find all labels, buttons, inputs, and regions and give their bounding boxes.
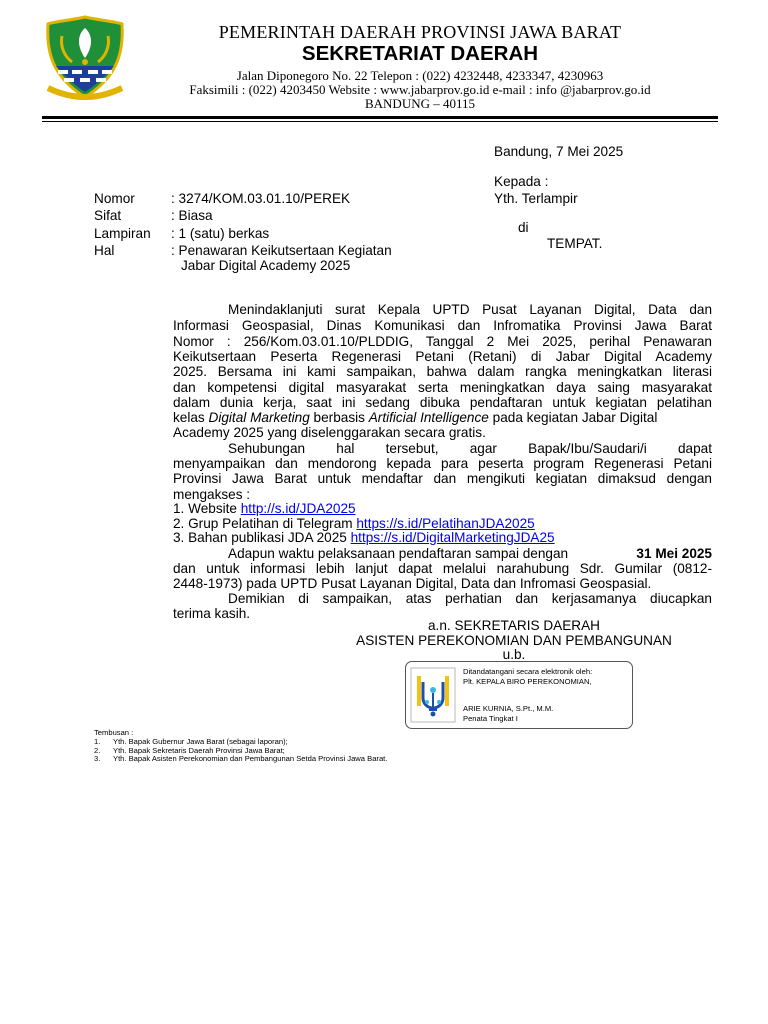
recipient-tempat: TEMPAT. xyxy=(547,236,603,251)
tembusan-no: 3. xyxy=(94,754,101,763)
recipient-di: di xyxy=(518,220,529,235)
website-link[interactable]: http://s.id/JDA2025 xyxy=(240,501,356,516)
header-rule-thick xyxy=(42,116,718,119)
tembusan-item: Yth. Bapak Asisten Perekonomian dan Pembangunan Setda Provinsi Jawa Barat. xyxy=(113,754,388,763)
body-text-italic: Artificial Intelligence xyxy=(368,410,489,425)
place-date: Bandung, 7 Mei 2025 xyxy=(494,144,624,159)
list-item xyxy=(173,501,356,517)
body-line: Menindaklanjuti surat Kepala UPTD Pusat Layanan Digital, Data dan xyxy=(228,302,712,317)
meta-value-nomor: : 3274/KOM.03.01.10/PEREK xyxy=(171,191,351,206)
header-government: PEMERINTAH DAERAH PROVINSI JAWA BARAT xyxy=(218,22,622,42)
body-line: Sehubungan hal tersebut, agar Bapak/Ibu/Saudari/i dapat xyxy=(228,441,712,456)
header-rule-thin xyxy=(42,121,718,122)
body-line: Academy 2025 yang diselenggarakan secara gratis. xyxy=(173,425,486,440)
tembusan-no: 1. xyxy=(94,737,101,746)
body-text: berbasis xyxy=(313,410,365,425)
tembusan-title: Tembusan : xyxy=(94,728,134,737)
body-line: mengakses : xyxy=(173,487,251,502)
header-address: Jalan Diponegoro No. 22 Telepon : (022) 4232448, 4233347, 4230963 xyxy=(236,68,604,83)
esign-caption: Ditandatangani secara elektronik oleh: xyxy=(463,667,593,676)
body-line: dan untuk informasi lebih lanjut dapat melalui narahubung Sdr. Gumilar (0812- xyxy=(173,561,712,576)
header-secretariat: SEKRETARIAT DAERAH xyxy=(301,42,539,65)
body-text: Adapun waktu pelaksanaan pendaftaran sampai dengan xyxy=(228,546,569,561)
meta-label-hal: Hal xyxy=(94,243,115,258)
telegram-group-link[interactable]: https://s.id/PelatihanJDA2025 xyxy=(356,516,535,531)
list-item xyxy=(173,530,555,546)
meta-value-lampiran: : 1 (satu) berkas xyxy=(171,226,270,241)
meta-label-sifat: Sifat xyxy=(94,208,122,223)
header-city: BANDUNG – 40115 xyxy=(364,96,476,111)
signature-an: a.n. SEKRETARIS DAERAH xyxy=(428,618,600,633)
tembusan-item: Yth. Bapak Gubernur Jawa Barat (sebagai laporan); xyxy=(113,737,288,746)
signature-asisten: ASISTEN PEREKONOMIAN DAN PEMBANGUNAN xyxy=(356,633,672,648)
signature-ub: u.b. xyxy=(502,647,526,662)
electronic-signature-box xyxy=(405,661,633,729)
west-java-emblem-logo xyxy=(42,14,128,100)
list-item-text: 3. Bahan publikasi JDA 2025 xyxy=(173,530,351,545)
meta-value-hal-cont: Jabar Digital Academy 2025 xyxy=(181,258,351,273)
body-line-deadline xyxy=(228,546,712,562)
meta-value-hal: : Penawaran Keikutsertaan Kegiatan xyxy=(171,243,392,258)
esign-position: Plt. KEPALA BIRO PEREKONOMIAN, xyxy=(463,677,592,686)
body-line: Demikian di sampaikan, atas perhatian dan kerjasamanya diucapkan xyxy=(228,591,712,606)
electronic-signature-logo xyxy=(409,666,457,724)
body-line: Informasi Geospasial, Dinas Komunikasi dan Infromatika Provinsi Jawa Barat xyxy=(173,318,712,333)
body-line: dalam dunia kerja, saat ini sedang dibuka pendaftaran untuk kegiatan pelatihan xyxy=(173,395,712,410)
deadline-date: 31 Mei 2025 xyxy=(636,546,712,561)
tembusan-no: 2. xyxy=(94,746,101,755)
publication-link[interactable]: https://s.id/DigitalMarketingJDA25 xyxy=(350,530,555,545)
meta-value-sifat: : Biasa xyxy=(171,208,213,223)
body-line-kelas xyxy=(173,410,657,426)
meta-label-lampiran: Lampiran xyxy=(94,226,151,241)
body-line: Nomor : 256/Kom.03.01.10/PLDDIG, Tanggal 2 Mei 2025, perihal Penawaran xyxy=(173,334,712,349)
list-item-text: 2. Grup Pelatihan di Telegram xyxy=(173,516,357,531)
body-line: terima kasih. xyxy=(173,606,251,621)
tembusan-item: Yth. Bapak Sekretaris Daerah Provinsi Jawa Barat; xyxy=(113,746,285,755)
list-item-text: 1. Website xyxy=(173,501,241,516)
body-line: 2448-1973) pada UPTD Pusat Layanan Digital, Data dan Infromasi Geospasial. xyxy=(173,576,652,591)
body-line: menyampaikan dan mendorong kepada para peserta program Regenerasi Petani xyxy=(173,456,712,471)
recipient-kepada: Kepada : xyxy=(494,174,549,189)
body-line: Provinsi Jawa Barat untuk mendaftar dan mengikuti kegiatan dimaksud dengan xyxy=(173,471,712,486)
header-contact: Faksimili : (022) 4203450 Website : www.jabarprov.go.id e-mail : info @jabarprov.go.id xyxy=(189,82,651,97)
body-text: pada kegiatan Jabar Digital xyxy=(492,410,658,425)
body-line: dan kompetensi digital masyarakat serta meningkatkan daya saing masyarakat xyxy=(173,380,712,395)
esign-name: ARIE KURNIA, S.Pt., M.M. xyxy=(463,704,554,713)
body-line: 2025. Bersama ini kami sampaikan, bahwa dalam rangka meningkatkan literasi xyxy=(173,364,712,379)
meta-label-nomor: Nomor xyxy=(94,191,135,206)
recipient-yth: Yth. Terlampir xyxy=(494,191,578,206)
body-text-italic: Digital Marketing xyxy=(208,410,310,425)
body-line: Keikutsertaan Peserta Regenerasi Petani (Retani) di Jabar Digital Academy xyxy=(173,349,712,364)
body-text: kelas xyxy=(173,410,205,425)
esign-rank: Penata Tingkat I xyxy=(463,714,518,723)
